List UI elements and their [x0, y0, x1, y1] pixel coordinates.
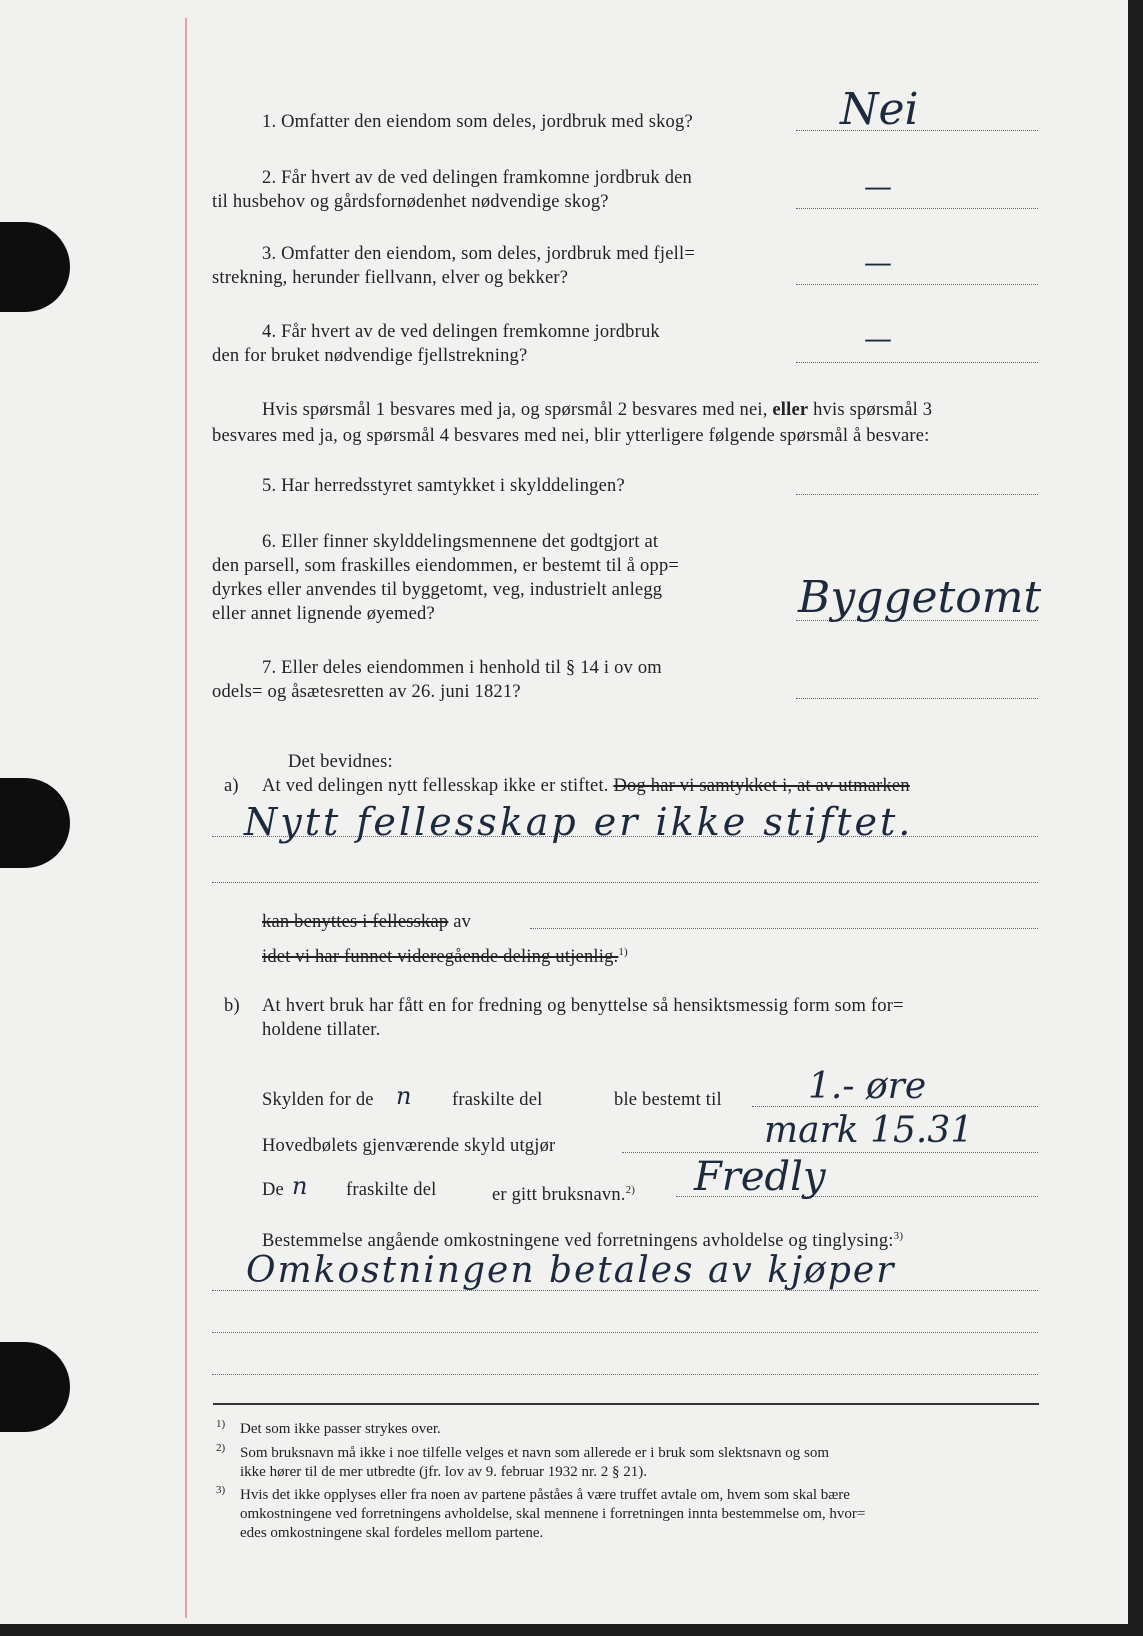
skyld-value-handwritten: 1.- øre: [808, 1066, 927, 1107]
bevidnes-a-marker: a): [224, 776, 239, 796]
question-2-line-1: 2. Får hvert av de ved delingen framkomne jordbruk den: [262, 168, 693, 188]
footnote-3-line-3: edes omkostningene skal fordeles mellom partene.: [240, 1525, 544, 1541]
question-1: 1. Omfatter den eiendom som deles, jordbruk med skog?: [262, 112, 693, 132]
hoved-value-handwritten: mark 15.31: [764, 1110, 974, 1151]
answer-3-dash: —: [864, 246, 892, 279]
condition-line-2: besvares med ja, og spørsmål 4 besvares med nei, blir ytterligere følgende spørsmål å besvare:: [212, 426, 930, 446]
bevidnes-a-av: av: [453, 912, 472, 932]
answer-1-handwritten: Nei: [840, 84, 919, 135]
question-6-line-1: 6. Eller finner skylddelingsmennene det godtgjort at: [262, 532, 659, 552]
best-value-line-3[interactable]: [212, 1374, 1038, 1375]
question-3-line-2: strekning, herunder fiellvann, elver og bekker?: [212, 268, 569, 288]
bevidnes-a-text: At ved delingen nytt fellesskap ikke er stiftet.: [262, 776, 609, 796]
condition-text-bold: eller: [772, 400, 809, 420]
best-value-handwritten: Omkostningen betales av kjøper: [246, 1250, 896, 1291]
footnote-3-mark: 3): [216, 1484, 226, 1496]
best-label: [262, 1224, 903, 1253]
bevidnes-a-handwritten: Nytt fellesskap er ikke stiftet.: [244, 800, 914, 844]
question-3-line-1: 3. Omfatter den eiendom, som deles, jordbruk med fjell=: [262, 244, 695, 264]
footnote-3-line-1: Hvis det ikke opplyses eller fra noen av partene påståes å være truffet avtale om, hvem som skal bære: [240, 1487, 850, 1503]
bevidnes-a-line-2[interactable]: [212, 882, 1038, 883]
navn-label-a: De: [262, 1180, 284, 1200]
answer-line-7[interactable]: [796, 698, 1038, 699]
bevidnes-a-struck-text-3: idet vi har funnet videregående deling utjenlig.: [262, 947, 619, 968]
question-6-line-2: den parsell, som fraskilles eiendommen, er bestemt til å opp=: [212, 556, 680, 576]
question-7-line-2: odels= og åsætesretten av 26. juni 1821?: [212, 682, 521, 702]
answer-line-5[interactable]: [796, 494, 1038, 495]
punch-hole: [0, 1342, 70, 1432]
best-value-line-2[interactable]: [212, 1332, 1038, 1333]
question-4-line-1: 4. Får hvert av de ved delingen fremkomne jordbruk: [262, 322, 660, 342]
footnote-rule: [213, 1403, 1039, 1405]
answer-line-4[interactable]: [796, 362, 1038, 363]
answer-6-handwritten: Byggetomt: [798, 572, 1042, 623]
skyld-handwritten-n: n: [396, 1082, 412, 1110]
footnote-1-line-1: Det som ikke passer strykes over.: [240, 1421, 441, 1437]
bevidnes-a-line-4: [262, 940, 628, 969]
skyld-label-b: fraskilte del: [452, 1090, 543, 1110]
footnote-3-line-2: omkostningene ved forretningens avholdelse, skal mennene i forretningen innta bestemmelse om, hvor=: [240, 1506, 866, 1522]
answer-line-2[interactable]: [796, 208, 1038, 209]
answer-4-dash: —: [864, 322, 892, 355]
navn-label-b: fraskilte del: [346, 1180, 437, 1200]
condition-text-b: hvis spørsmål 3: [813, 400, 933, 420]
bevidnes-b-marker: b): [224, 996, 240, 1016]
question-5: 5. Har herredsstyret samtykket i skylddelingen?: [262, 476, 625, 496]
hoved-label: Hovedbølets gjenværende skyld utgjør: [262, 1136, 556, 1156]
question-7-line-1: 7. Eller deles eiendommen i henhold til § 14 i ov om: [262, 658, 662, 678]
punch-hole: [0, 778, 70, 868]
footnote-2-mark: 2): [216, 1442, 226, 1454]
margin-line: [185, 18, 187, 1618]
footnote-2-line-1: Som bruksnavn må ikke i noe tilfelle velges et navn som allerede er i bruk som slektsnavn og som: [240, 1445, 830, 1461]
navn-label-c-text: er gitt bruksnavn.: [492, 1185, 626, 1206]
question-6-line-3: dyrkes eller anvendes til byggetomt, veg, industrielt anlegg: [212, 580, 663, 600]
navn-value-handwritten: Fredly: [694, 1154, 826, 1200]
condition-line-1: [262, 398, 932, 422]
footnote-ref-3: 3): [893, 1230, 904, 1242]
question-2-line-2: til husbehov og gårdsfornødenhet nødvendige skog?: [212, 192, 609, 212]
skyld-label-a: Skylden for de: [262, 1090, 374, 1110]
footnote-ref-1: 1): [618, 946, 628, 958]
bevidnes-a-struck-text: Dog har vi samtykket i, at av utmarken: [613, 776, 910, 796]
question-6-line-4: eller annet lignende øyemed?: [212, 604, 435, 624]
skyld-label-c: ble bestemt til: [614, 1090, 722, 1110]
answer-2-dash: —: [864, 170, 892, 203]
footnote-ref-2: 2): [625, 1184, 636, 1196]
bevidnes-b-line-1: At hvert bruk har fått en for fredning og benyttelse så hensiktsmessig form som for=: [262, 996, 904, 1016]
bevidnes-av-line[interactable]: [530, 928, 1038, 929]
footnote-1-mark: 1): [216, 1418, 226, 1430]
navn-label-c: [492, 1178, 635, 1207]
answer-line-3[interactable]: [796, 284, 1038, 285]
best-label-text: Bestemmelse angående omkostningene ved forretningens avholdelse og tinglysing:: [262, 1231, 894, 1252]
bevidnes-heading: Det bevidnes:: [288, 752, 393, 772]
footnote-2-line-2: ikke hører til de mer utbredte (jfr. lov av 9. februar 1932 nr. 2 § 21).: [240, 1464, 647, 1480]
bevidnes-a-struck-text-2: kan benyttes i fellesskap: [262, 912, 449, 932]
hoved-value-line[interactable]: [622, 1152, 1038, 1153]
condition-text-a: Hvis spørsmål 1 besvares med ja, og spørsmål 2 besvares med nei,: [262, 400, 768, 420]
navn-handwritten-n: n: [292, 1172, 308, 1200]
question-4-line-2: den for bruket nødvendige fjellstrekning?: [212, 346, 528, 366]
bevidnes-a-line-3: [262, 910, 471, 934]
bevidnes-a-line-1: [262, 774, 910, 798]
punch-hole: [0, 222, 70, 312]
bevidnes-b-line-2: holdene tillater.: [262, 1020, 381, 1040]
